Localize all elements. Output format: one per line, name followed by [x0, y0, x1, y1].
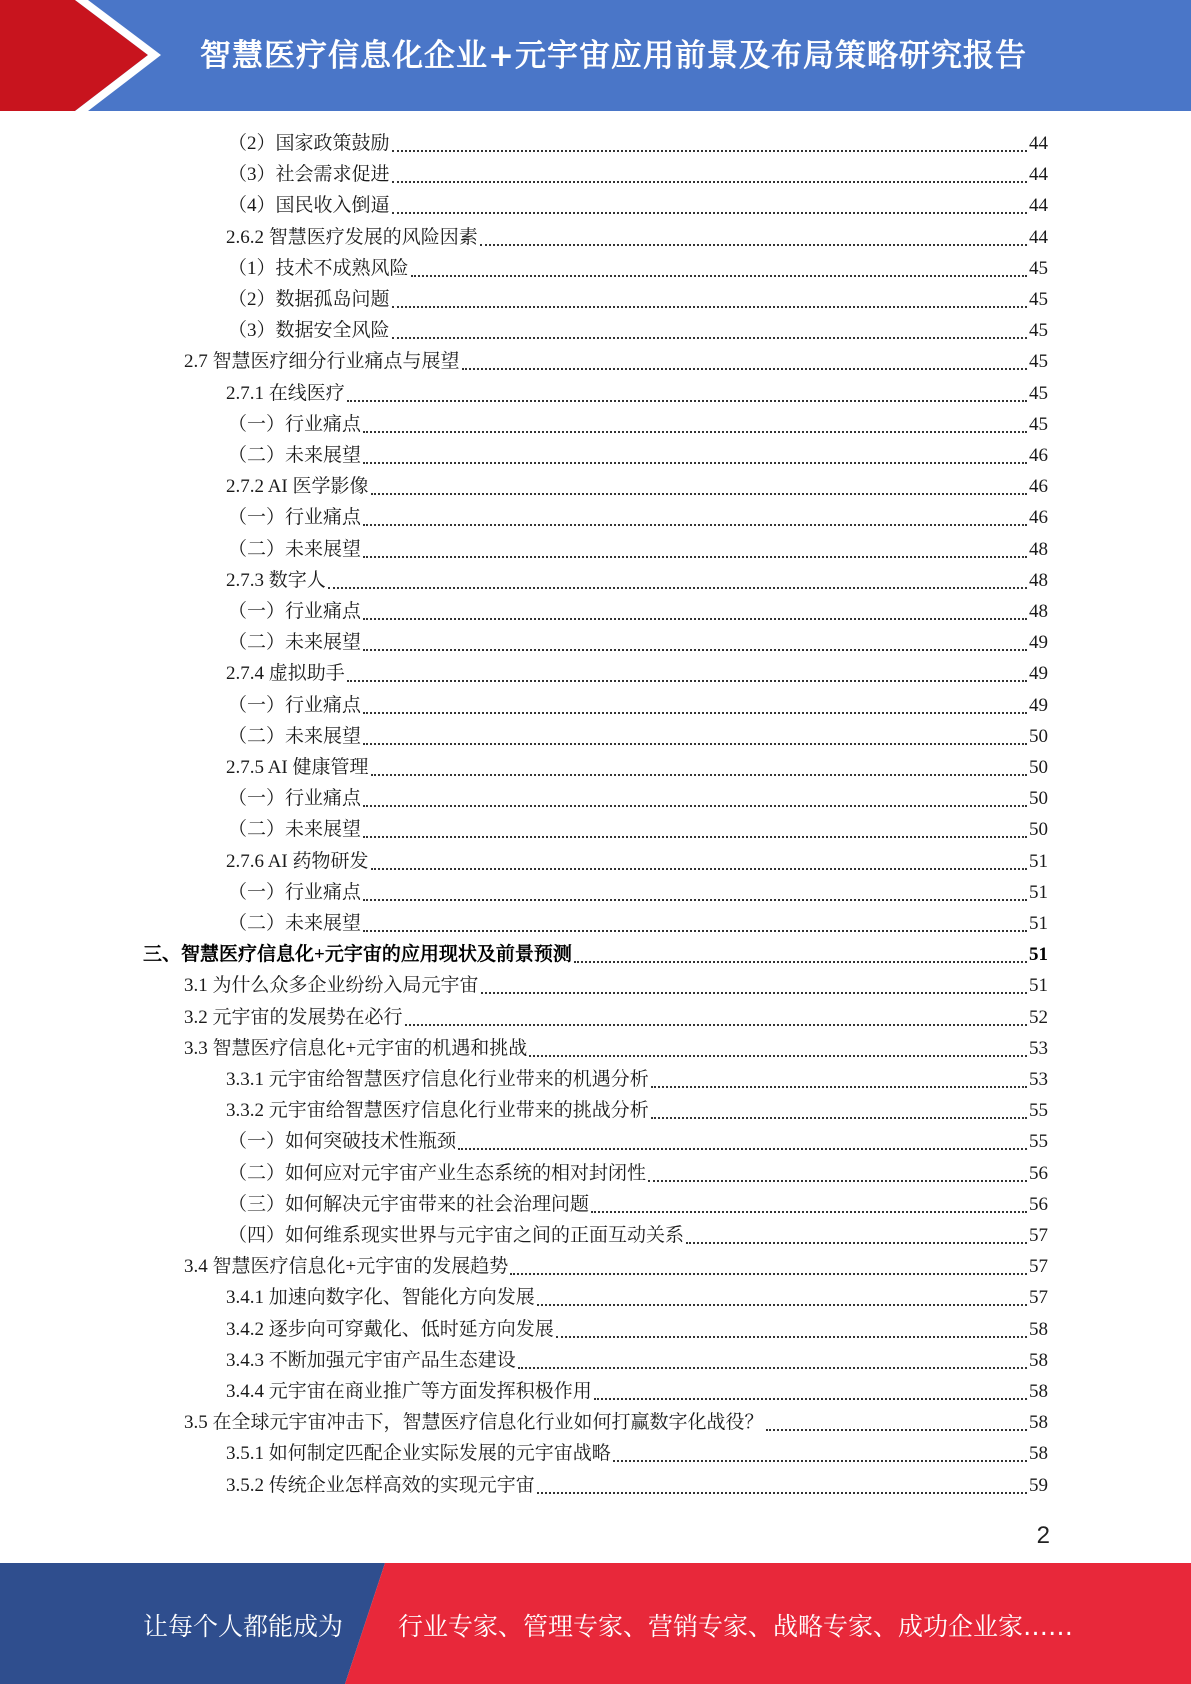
- toc-dot-leader: [411, 274, 1027, 277]
- toc-entry-title: 2.7 智慧医疗细分行业痛点与展望: [184, 351, 460, 373]
- toc-entry-page: 49: [1029, 632, 1048, 654]
- toc-entry[interactable]: [226, 1470, 1048, 1501]
- toc-entry-title: （二）未来展望: [228, 538, 362, 560]
- toc-entry[interactable]: [228, 534, 1048, 565]
- toc-entry-title: （一）行业痛点: [228, 694, 362, 716]
- toc-entry-title: 3.2 元宇宙的发展势在必行: [184, 1006, 403, 1028]
- toc-entry-title: 2.7.4 虚拟助手: [226, 663, 345, 685]
- toc-entry[interactable]: [228, 409, 1048, 440]
- toc-entry-page: 45: [1029, 257, 1048, 279]
- toc-entry-title: 3.1 为什么众多企业纷纷入局元宇宙: [184, 975, 479, 997]
- toc-entry-page: 45: [1029, 320, 1048, 342]
- toc-entry[interactable]: [226, 378, 1048, 409]
- toc-entry-title: （4）国民收入倒逼: [228, 195, 390, 217]
- toc-entry-title: （1）技术不成熟风险: [228, 257, 409, 279]
- toc-dot-leader: [480, 243, 1027, 246]
- toc-entry-page: 46: [1029, 476, 1048, 498]
- toc-entry-page: 50: [1029, 725, 1048, 747]
- toc-entry[interactable]: [228, 502, 1048, 533]
- toc-entry[interactable]: [184, 970, 1048, 1001]
- toc-dot-leader: [392, 211, 1027, 214]
- toc-dot-leader: [458, 1147, 1027, 1150]
- toc-entry-page: 58: [1029, 1443, 1048, 1465]
- toc-dot-leader: [363, 742, 1027, 745]
- toc-entry-title: （一）行业痛点: [228, 413, 362, 435]
- toc-entry-page: 55: [1029, 1100, 1048, 1122]
- toc-dot-leader: [537, 1491, 1027, 1494]
- toc-entry-title: （一）行业痛点: [228, 881, 362, 903]
- toc-entry-title: （二）未来展望: [228, 819, 362, 841]
- toc-entry[interactable]: [228, 627, 1048, 658]
- toc-entry-title: （2）数据孤岛问题: [228, 289, 390, 310]
- toc-entry-title: 3.3.1 元宇宙给智慧医疗信息化行业带来的机遇分析: [226, 1069, 649, 1090]
- toc-entry-page: 53: [1029, 1037, 1048, 1059]
- toc-entry[interactable]: [226, 752, 1048, 783]
- toc-entry-page: 58: [1029, 1318, 1048, 1340]
- toc-entry-title: （二）如何应对元宇宙产业生态系统的相对封闭性: [228, 1162, 647, 1184]
- toc-entry-title: （2）国家政策鼓励: [228, 133, 390, 154]
- toc-entry-title: （二）未来展望: [228, 913, 362, 934]
- toc-entry-title: 3.5.1 如何制定匹配企业实际发展的元宇宙战略: [226, 1443, 611, 1465]
- toc-dot-leader: [347, 399, 1027, 402]
- toc-dot-leader: [363, 555, 1027, 558]
- toc-dot-leader: [371, 773, 1027, 776]
- toc-entry[interactable]: [228, 440, 1048, 471]
- toc-entry-page: 57: [1029, 1225, 1048, 1246]
- toc-dot-leader: [371, 867, 1027, 870]
- toc-entry-title: 2.7.6 AI 药物研发: [226, 850, 369, 872]
- toc-entry-page: 58: [1029, 1349, 1048, 1371]
- toc-entry-page: 55: [1029, 1131, 1048, 1153]
- toc-dot-leader: [363, 648, 1027, 651]
- toc-entry-title: （3）数据安全风险: [228, 320, 390, 342]
- toc-entry-page: 48: [1029, 601, 1048, 622]
- toc-entry-page: 48: [1029, 569, 1048, 591]
- toc-entry-title: 2.7.1 在线医疗: [226, 382, 345, 404]
- toc-entry[interactable]: [228, 284, 1048, 315]
- toc-entry[interactable]: [228, 690, 1048, 721]
- toc-entry-title: 3.4.4 元宇宙在商业推广等方面发挥积极作用: [226, 1381, 592, 1402]
- toc-entry-page: 49: [1029, 663, 1048, 685]
- toc-entry[interactable]: [228, 721, 1048, 752]
- toc-entry[interactable]: [228, 783, 1048, 814]
- toc-entry[interactable]: [226, 222, 1048, 253]
- toc-entry-title: 3.3 智慧医疗信息化+元宇宙的机遇和挑战: [184, 1037, 528, 1059]
- toc-entry-page: 45: [1029, 351, 1048, 373]
- toc-entry-title: 3.5.2 传统企业怎样高效的实现元宇宙: [226, 1474, 535, 1496]
- toc-entry-title: 3.4.3 不断加强元宇宙产品生态建设: [226, 1349, 516, 1371]
- toc-entry-page: 58: [1029, 1412, 1048, 1434]
- toc-entry-page: 56: [1029, 1162, 1048, 1184]
- toc-entry-page: 51: [1029, 975, 1048, 997]
- toc-entry-page: 44: [1029, 195, 1048, 217]
- toc-dot-leader: [556, 1335, 1027, 1338]
- toc-entry[interactable]: [226, 1282, 1048, 1313]
- toc-dot-leader: [594, 1397, 1027, 1400]
- toc-dot-leader: [591, 1210, 1027, 1213]
- toc-entry-title: （四）如何维系现实世界与元宇宙之间的正面互动关系: [228, 1225, 685, 1246]
- toc-entry-page: 50: [1029, 819, 1048, 841]
- toc-dot-leader: [613, 1459, 1027, 1462]
- toc-entry-title: 3.4.1 加速向数字化、智能化方向发展: [226, 1287, 535, 1309]
- toc-dot-leader: [518, 1366, 1027, 1369]
- toc-entry-page: 51: [1029, 850, 1048, 872]
- toc-entry-page: 46: [1029, 507, 1048, 529]
- toc-entry[interactable]: [228, 128, 1048, 159]
- toc-entry-page: 56: [1029, 1193, 1048, 1215]
- toc-dot-leader: [686, 1241, 1027, 1244]
- toc-entry-title: （一）行业痛点: [228, 507, 362, 529]
- toc-entry[interactable]: [228, 877, 1048, 908]
- toc-entry-title: 三、智慧医疗信息化+元宇宙的应用现状及前景预测: [143, 944, 572, 966]
- toc-entry-title: （3）社会需求促进: [228, 164, 390, 186]
- toc-entry-page: 44: [1029, 164, 1048, 186]
- toc-dot-leader: [363, 804, 1027, 807]
- report-title: 智慧医疗信息化企业+元宇宙应用前景及布局策略研究报告: [200, 38, 1027, 74]
- toc-entry-title: （三）如何解决元宇宙带来的社会治理问题: [228, 1193, 590, 1215]
- footer-slogan-right: 行业专家、管理专家、营销专家、战略专家、成功企业家……: [398, 1612, 1074, 1641]
- toc-dot-leader: [328, 586, 1027, 589]
- toc-dot-leader: [462, 367, 1027, 370]
- page-number: 2: [1036, 1522, 1050, 1549]
- toc-entry[interactable]: [143, 939, 1048, 970]
- toc-entry-page: 44: [1029, 133, 1048, 154]
- toc-dot-leader: [651, 1085, 1027, 1088]
- toc-dot-leader: [766, 1428, 1027, 1431]
- toc-entry[interactable]: [184, 1033, 1048, 1064]
- toc-entry[interactable]: [228, 1220, 1048, 1251]
- header-banner: [0, 0, 1191, 111]
- toc-entry[interactable]: [226, 1314, 1048, 1345]
- toc-dot-leader: [574, 960, 1027, 963]
- toc-entry-title: 2.7.5 AI 健康管理: [226, 757, 369, 778]
- toc-entry-title: （一）行业痛点: [228, 788, 362, 810]
- toc-entry-page: 52: [1029, 1006, 1048, 1028]
- toc-entry[interactable]: [228, 159, 1048, 190]
- toc-dot-leader: [405, 1023, 1027, 1026]
- toc-entry[interactable]: [226, 471, 1048, 502]
- toc-dot-leader: [363, 617, 1027, 620]
- toc-dot-leader: [363, 711, 1027, 714]
- toc-dot-leader: [481, 991, 1027, 994]
- toc-entry-page: 57: [1029, 1287, 1048, 1309]
- toc-entry-page: 45: [1029, 289, 1048, 310]
- toc-dot-leader: [363, 929, 1027, 932]
- toc-entry-page: 51: [1029, 944, 1048, 966]
- toc-entry-page: 45: [1029, 382, 1048, 404]
- toc-entry[interactable]: [184, 1002, 1048, 1033]
- toc-entry-page: 48: [1029, 538, 1048, 560]
- toc-entry[interactable]: [226, 1438, 1048, 1469]
- toc-dot-leader: [363, 430, 1027, 433]
- toc-entry-title: 3.3.2 元宇宙给智慧医疗信息化行业带来的挑战分析: [226, 1100, 649, 1122]
- toc-entry-title: 2.7.2 AI 医学影像: [226, 476, 369, 498]
- toc-dot-leader: [363, 523, 1027, 526]
- footer-slogan-left: 让每个人都能成为: [143, 1612, 344, 1641]
- toc-entry-title: 2.7.3 数字人: [226, 569, 326, 591]
- toc-entry[interactable]: [228, 908, 1048, 939]
- toc-dot-leader: [392, 149, 1027, 152]
- toc-dot-leader: [363, 461, 1027, 464]
- toc-dot-leader: [392, 336, 1027, 339]
- toc-dot-leader: [529, 1054, 1027, 1057]
- toc-entry[interactable]: [228, 814, 1048, 845]
- toc-entry-title: （一）如何突破技术性瓶颈: [228, 1131, 457, 1153]
- toc-entry[interactable]: [226, 1345, 1048, 1376]
- toc-entry-title: 3.4 智慧医疗信息化+元宇宙的发展趋势: [184, 1256, 509, 1278]
- toc-entry-page: 58: [1029, 1381, 1048, 1402]
- toc-dot-leader: [363, 835, 1027, 838]
- toc-entry-title: （二）未来展望: [228, 445, 362, 466]
- toc-entry-page: 46: [1029, 445, 1048, 466]
- toc-entry-page: 51: [1029, 881, 1048, 903]
- toc-entry[interactable]: [226, 658, 1048, 689]
- toc-entry[interactable]: [226, 1376, 1048, 1407]
- toc-entry[interactable]: [228, 190, 1048, 221]
- toc-entry-title: （二）未来展望: [228, 632, 362, 654]
- toc-entry-page: 53: [1029, 1069, 1048, 1090]
- toc-dot-leader: [651, 1116, 1027, 1119]
- toc-entry[interactable]: [228, 596, 1048, 627]
- toc-dot-leader: [363, 898, 1027, 901]
- toc-dot-leader: [510, 1272, 1027, 1275]
- toc-entry-page: 50: [1029, 757, 1048, 778]
- toc-dot-leader: [648, 1179, 1027, 1182]
- toc-entry[interactable]: [184, 1251, 1048, 1282]
- toc-entry-page: 44: [1029, 226, 1048, 248]
- toc-entry-title: 3.4.2 逐步向可穿戴化、低时延方向发展: [226, 1318, 554, 1340]
- toc-entry-title: 3.5 在全球元宇宙冲击下，智慧医疗信息化行业如何打赢数字化战役？: [184, 1412, 764, 1434]
- toc-entry-title: （二）未来展望: [228, 725, 362, 747]
- toc-dot-leader: [371, 492, 1027, 495]
- toc-entry[interactable]: [184, 346, 1048, 377]
- toc-entry[interactable]: [226, 1064, 1048, 1095]
- toc-entry-page: 45: [1029, 413, 1048, 435]
- toc-entry[interactable]: [226, 846, 1048, 877]
- toc-dot-leader: [392, 180, 1027, 183]
- toc-entry[interactable]: [228, 1158, 1048, 1189]
- toc-entry-title: （一）行业痛点: [228, 601, 362, 622]
- toc-dot-leader: [537, 1303, 1027, 1306]
- toc-entry-page: 50: [1029, 788, 1048, 810]
- toc-entry-page: 51: [1029, 913, 1048, 934]
- toc-entry-page: 59: [1029, 1474, 1048, 1496]
- footer-banner: [0, 1563, 1191, 1684]
- toc-dot-leader: [347, 679, 1027, 682]
- toc-entry[interactable]: [228, 1126, 1048, 1157]
- toc-entry[interactable]: [184, 1407, 1048, 1438]
- toc-entry[interactable]: [228, 315, 1048, 346]
- toc-entry-page: 57: [1029, 1256, 1048, 1278]
- toc-entry[interactable]: [226, 565, 1048, 596]
- toc-entry[interactable]: [228, 253, 1048, 284]
- toc-dot-leader: [392, 305, 1027, 308]
- toc-entry[interactable]: [228, 1189, 1048, 1220]
- toc-entry[interactable]: [226, 1095, 1048, 1126]
- toc-entry-page: 49: [1029, 694, 1048, 716]
- toc-entry-title: 2.6.2 智慧医疗发展的风险因素: [226, 226, 478, 248]
- header-red-arrow: [0, 0, 148, 111]
